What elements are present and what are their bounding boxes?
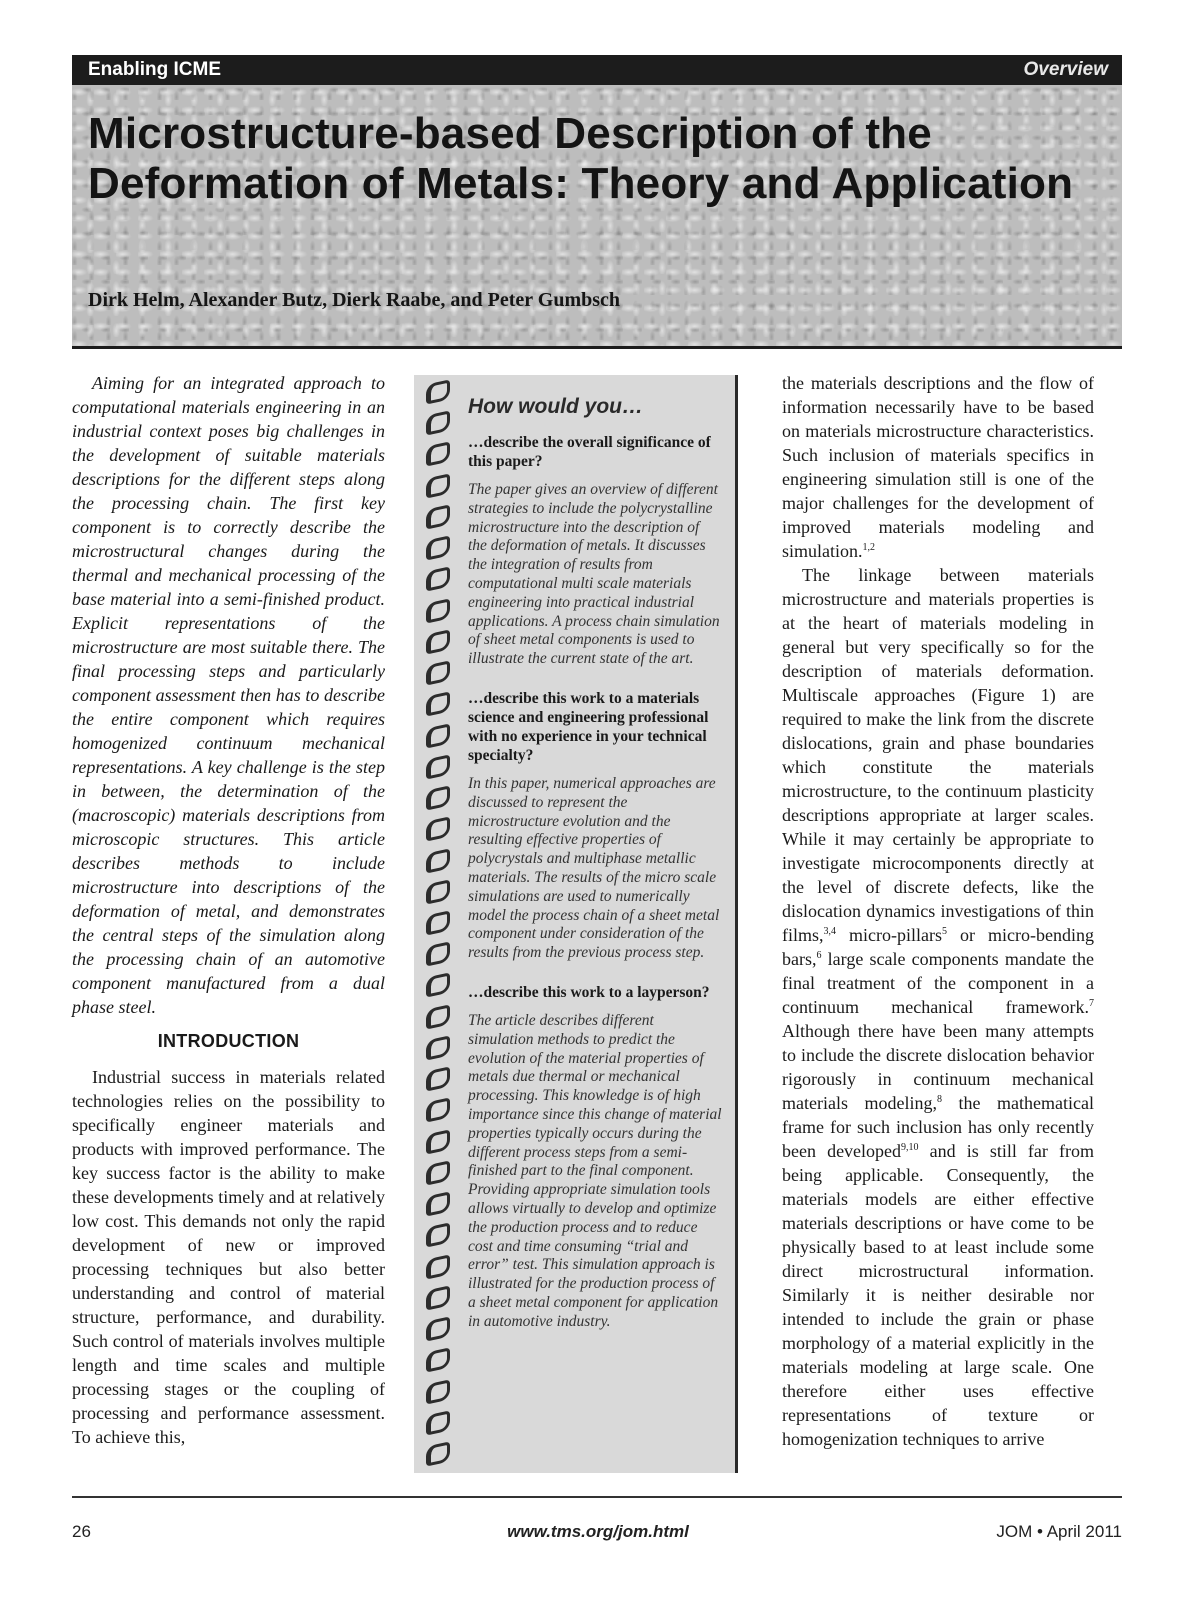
- spiral-coil: [426, 504, 450, 529]
- spiral-coil: [426, 879, 450, 904]
- section-heading-introduction: INTRODUCTION: [157, 1031, 300, 1051]
- section-banner: [72, 55, 1122, 85]
- spiral-coil: [426, 598, 450, 623]
- spiral-coil: [426, 1379, 450, 1404]
- spiral-coil: [426, 817, 450, 842]
- sidebar-answer-2: In this paper, numerical approaches are discussed to represent the microstructure evolution and the resulting effective properties of polycrystals and multiphase metallic materials. The results of the micro scale simulations are used to numerically model the process chain of a sheet metal component under consideration of the results from the previous process step.: [468, 774, 720, 962]
- category-label: Overview: [1023, 59, 1108, 80]
- page-number: 26: [72, 1522, 91, 1541]
- spiral-coil: [426, 785, 450, 810]
- right-column: [782, 371, 1094, 1451]
- spiral-coil: [426, 973, 450, 998]
- spiral-coil: [426, 1067, 450, 1092]
- spiral-coil: [426, 411, 450, 436]
- spiral-coil: [426, 442, 450, 467]
- continued-paragraph: [782, 371, 1094, 563]
- spiral-coil: [426, 629, 450, 654]
- spiral-coil: [426, 661, 450, 686]
- spiral-coil: [426, 942, 450, 967]
- citation: 1,2: [862, 542, 875, 553]
- paragraph-text: the materials descriptions and the flow of information necessarily have to be based on materials microstructure characteristics. Such inclusion of materials specifics in engineering simulation still is one of the major challenges for the development of improved materials modeling and simulation.: [782, 373, 1094, 561]
- paragraph-text: the mathematical frame for such inclusion has only recently been developed: [782, 1093, 1094, 1161]
- spiral-coil: [426, 1254, 450, 1279]
- spiral-coil: [426, 723, 450, 748]
- spiral-coil: [426, 1410, 450, 1435]
- spiral-coil: [426, 910, 450, 935]
- footer-rule: [72, 1496, 1122, 1498]
- paragraph-text: large scale components mandate the final treatment of the component in a continuum mechanical framework.: [782, 949, 1094, 1017]
- citation: 3,4: [823, 926, 837, 937]
- spiral-coil: [426, 1316, 450, 1341]
- spiral-coil: [426, 1098, 450, 1123]
- section-label: Enabling ICME: [88, 59, 221, 80]
- spiral-coil: [426, 1223, 450, 1248]
- citation: 5: [942, 926, 947, 937]
- spiral-coil: [426, 1129, 450, 1154]
- spiral-coil: [426, 1160, 450, 1185]
- sidebar-question-1: …describe the overall significance of this paper?: [468, 434, 711, 470]
- sidebar-question-3: …describe this work to a layperson?: [468, 983, 710, 1001]
- spiral-coil: [426, 1348, 450, 1373]
- citation: 9,10: [901, 1142, 919, 1153]
- paragraph-text: Although there have been many attempts to include the discrete dislocation behavior rigorously in continuum mechanical materials modeling,: [782, 1021, 1094, 1113]
- spiral-binding-decoration: [426, 382, 460, 1464]
- spiral-coil: [426, 848, 450, 873]
- spiral-coil: [426, 1441, 450, 1466]
- spiral-coil: [426, 692, 450, 717]
- journal-issue: JOM • April 2011: [996, 1522, 1122, 1541]
- multiscale-paragraph: [782, 563, 1094, 1451]
- article-authors: Dirk Helm, Alexander Butz, Dierk Raabe, and Peter Gumbsch: [88, 289, 621, 311]
- paragraph-text: micro-pillars: [836, 925, 942, 945]
- paragraph-text: or micro-bending bars,: [782, 925, 1094, 969]
- title-block: [72, 85, 1122, 349]
- left-column: [72, 371, 385, 1449]
- abstract: Aiming for an integrated approach to computational materials engineering in an industrial context poses big challenges in the development of suitable materials descriptions for the different steps along the processing chain. The first key component is to correctly describe the microstructural changes during the thermal and mechanical processing of the base material into a semi-finished product. Explicit representations of the microstructure are most suitable there. The final processing steps and particularly component assessment then has to describe the entire component which requires homogenized continuum mechanical representations. A key challenge is the step in between, the determination of the (macroscopic) materials descriptions from microscopic structures. This article describes methods to include microstructure into descriptions of the deformation of metal, and demonstrates the central steps of the simulation along the processing chain of an automotive component manufactured from a dual phase steel.: [72, 373, 385, 1017]
- sidebar-title: How would you…: [468, 395, 643, 418]
- spiral-coil: [426, 379, 450, 404]
- spiral-coil: [426, 473, 450, 498]
- sidebar-answer-1: The paper gives an overview of different strategies to include the polycrystalline microstructure into the description of the deformation of metals. It discusses the integration of results from computational multi scale materials engineering into practical industrial applications. A process chain simulation of sheet metal components is used to illustrate the current state of the art.: [468, 481, 720, 668]
- spiral-coil: [426, 754, 450, 779]
- sidebar-question-2: …describe this work to a materials science and engineering professional with no experience in your technical specialty?: [468, 689, 709, 764]
- sidebar-answer-3: The article describes different simulation methods to predict the evolution of the material properties of metals due thermal or mechanical processing. This knowledge is of high importance since this change of material properties typically occurs during the different process steps from a semi-finished part to the final component. Providing appropriate simulation tools allows virtually to develop and optimize the production process and to reduce cost and time consuming “trial and error” test. This simulation approach is illustrated for the production process of a sheet metal component for application in automotive industry.: [468, 1011, 722, 1330]
- intro-paragraph: Industrial success in materials related technologies relies on the possibility to specifically engineer materials and products with improved performance. The key success factor is the ability to make these developments timely and at relatively low cost. This demands not only the rapid development of new or improved processing techniques but also better understanding and control of material structure, performance, and durability. Such control of materials involves multiple length and time scales and multiple processing stages or the coupling of processing and performance assessment. To achieve this,: [72, 1067, 385, 1447]
- spiral-coil: [426, 1035, 450, 1060]
- spiral-coil: [426, 567, 450, 592]
- spiral-coil: [426, 1004, 450, 1029]
- spiral-coil: [426, 536, 450, 561]
- citation: 7: [1089, 998, 1094, 1009]
- article-title: Microstructure-based Description of the Deformation of Metals: Theory and Application: [88, 109, 1074, 208]
- paragraph-text: The linkage between materials microstructure and materials properties is at the heart of materials modeling in general but very specifically so for the description of materials deformation. Multiscale approaches (Figure 1) are required to make the link from the discrete dislocations, grain and phase boundaries which constitute the materials microstructure, to the continuum plasticity descriptions appropriate at larger scales. While it may certainly be appropriate to investigate microcomponents directly at the level of discrete defects, like the dislocation dynamics investigations of thin films,: [782, 565, 1094, 945]
- citation: 6: [816, 950, 822, 961]
- spiral-coil: [426, 1285, 450, 1310]
- paragraph-text: and is still far from being applicable. Consequently, the materials models are either effective materials descriptions or have come to be physically based to at least include some direct microstructural information. Similarly it is neither desirable nor intended to include the grain or phase morphology of a material explicitly in the materials modeling at large scale. One therefore either uses effective representations of texture or homogenization techniques to arrive: [782, 1141, 1094, 1449]
- spiral-coil: [426, 1192, 450, 1217]
- sidebar-content: [468, 395, 722, 1351]
- citation: 8: [937, 1094, 942, 1105]
- journal-url-link[interactable]: www.tms.org/jom.html: [507, 1522, 689, 1541]
